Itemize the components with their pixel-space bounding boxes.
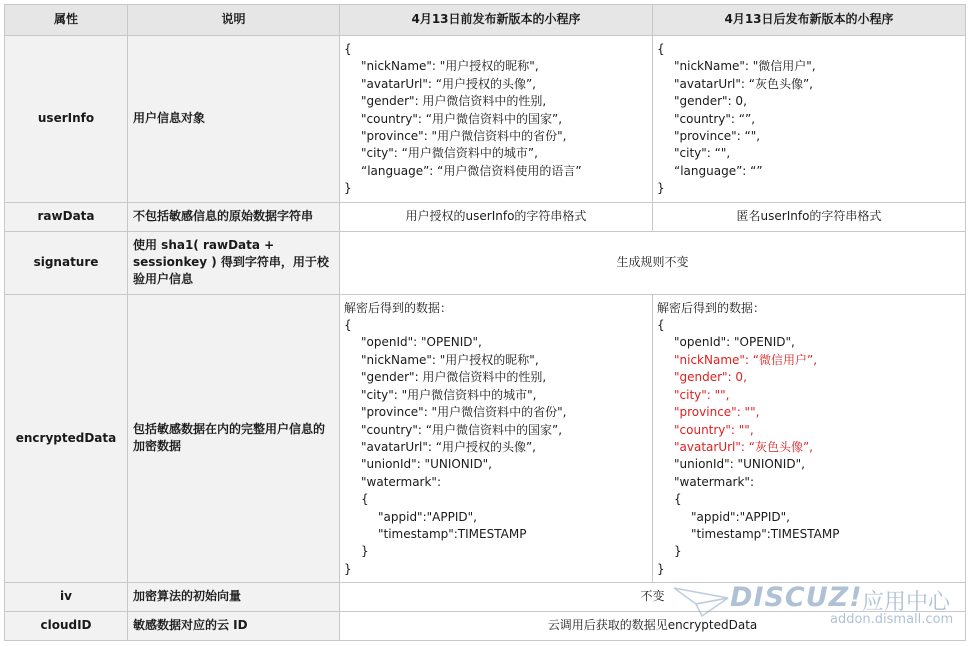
code-line: "unionId": "UNIONID", — [361, 457, 492, 472]
desc-rawdata: 不包括敏感信息的原始数据字符串 — [128, 202, 340, 231]
desc-cloudid: 敏感数据对应的云 ID — [128, 612, 340, 641]
code-line: "gender": 用户微信资料中的性别, — [361, 94, 547, 109]
code-line: "timestamp":TIMESTAMP — [691, 526, 840, 541]
code-line: "nickName": "微信用户", — [674, 59, 816, 74]
code-line: "appid":"APPID", — [691, 509, 790, 524]
code-line: 解密后得到的数据： — [657, 300, 766, 315]
code-line: } — [361, 544, 369, 559]
code-line: "openId": "OPENID", — [361, 335, 482, 350]
rawdata-after: 匿名userInfo的字符串格式 — [653, 202, 966, 231]
rawdata-before: 用户授权的userInfo的字符串格式 — [340, 202, 653, 231]
code-line: "appid":"APPID", — [378, 509, 477, 524]
code-line: "watermark": — [674, 474, 754, 489]
header-description: 说明 — [128, 5, 340, 36]
changed-code-line: "city": "", — [674, 387, 730, 402]
code-line: { — [344, 318, 352, 333]
encrypteddata-before — [340, 294, 653, 583]
userinfo-before — [340, 36, 653, 203]
code-line: { — [657, 42, 665, 56]
header-attribute: 属性 — [5, 5, 128, 36]
code-line: "city": "用户微信资料中的城市", — [361, 387, 537, 402]
code-line: } — [344, 561, 352, 576]
code-line: "country": “”, — [674, 111, 756, 126]
changed-code-line: "province": "", — [674, 405, 760, 420]
cloudid-value: 云调用后获取的数据见encryptedData — [340, 612, 966, 641]
header-after-0413: 4月13日后发布新版本的小程序 — [653, 5, 966, 36]
code-line: "city": “用户微信资料中的城市”, — [361, 146, 538, 161]
signature-value: 生成规则不变 — [340, 231, 966, 294]
code-line: } — [657, 561, 665, 576]
row-signature — [5, 231, 966, 294]
iv-value: 不变 — [340, 583, 966, 612]
desc-iv: 加密算法的初始向量 — [128, 583, 340, 612]
code-line: { — [361, 492, 369, 507]
watermark-logo: DISCUZ! — [730, 582, 863, 613]
encrypteddata-after — [653, 294, 966, 583]
attr-cloudid: cloudID — [5, 612, 128, 641]
code-line: "province": "用户微信资料中的省份", — [361, 405, 567, 420]
attr-encrypteddata: encryptedData — [5, 294, 128, 583]
attr-iv: iv — [5, 583, 128, 612]
code-line: "gender": 0, — [674, 94, 747, 109]
code-line: "city": “", — [674, 146, 731, 161]
row-userinfo — [5, 36, 966, 203]
code-line: } — [674, 544, 682, 559]
row-rawdata — [5, 202, 966, 231]
code-line: "timestamp":TIMESTAMP — [378, 526, 527, 541]
code-line: "province": “", — [674, 129, 761, 144]
code-line: “language”: “用户微信资料使用的语言” — [361, 163, 582, 178]
code-line: "country": “用户微信资料中的国家”, — [361, 111, 563, 126]
code-line: } — [657, 181, 665, 196]
header-row — [5, 5, 966, 36]
changed-code-line: "avatarUrl": “灰色头像”, — [674, 439, 813, 454]
row-iv — [5, 583, 966, 612]
desc-encrypteddata: 包括敏感数据在内的完整用户信息的加密数据 — [128, 294, 340, 583]
code-line: "unionId": "UNIONID", — [674, 457, 805, 472]
code-line: "country": “用户微信资料中的国家”, — [361, 422, 563, 437]
attr-rawdata: rawData — [5, 202, 128, 231]
code-line: 解密后得到的数据： — [344, 300, 453, 315]
code-line: { — [674, 492, 682, 507]
code-line: "nickName": "用户授权的昵称", — [361, 352, 539, 367]
code-line: "nickName": "用户授权的昵称", — [361, 59, 539, 74]
code-line: } — [344, 181, 352, 196]
watermark-app-center: 应用中心 — [862, 590, 951, 615]
code-line: "watermark": — [361, 474, 441, 489]
code-line: { — [344, 42, 352, 56]
row-cloudid — [5, 612, 966, 641]
attr-userinfo: userInfo — [5, 36, 128, 203]
code-line: “language”: “” — [674, 163, 763, 178]
comparison-table — [4, 4, 966, 641]
code-line: "gender": 用户微信资料中的性别, — [361, 370, 547, 385]
userinfo-after — [653, 36, 966, 203]
row-encrypteddata — [5, 294, 966, 583]
code-line: { — [657, 318, 665, 333]
code-line: "province": "用户微信资料中的省份", — [361, 129, 567, 144]
code-line: "avatarUrl": “用户授权的头像”, — [361, 439, 536, 454]
desc-signature: 使用 sha1( rawData + sessionkey ) 得到字符串，用于校验用户信息 — [128, 231, 340, 294]
header-before-0413: 4月13日前发布新版本的小程序 — [340, 5, 653, 36]
code-line: "openId": "OPENID", — [674, 335, 795, 350]
desc-userinfo: 用户信息对象 — [128, 36, 340, 203]
changed-code-line: "gender": 0, — [674, 370, 747, 385]
code-line: "avatarUrl": “灰色头像”, — [674, 76, 813, 91]
watermark-url: addon.dismall.com — [830, 612, 954, 627]
changed-code-line: "country": "", — [674, 422, 754, 437]
attr-signature: signature — [5, 231, 128, 294]
changed-code-line: "nickName": “微信用户”, — [674, 352, 818, 367]
code-line: "avatarUrl": “用户授权的头像”, — [361, 76, 536, 91]
